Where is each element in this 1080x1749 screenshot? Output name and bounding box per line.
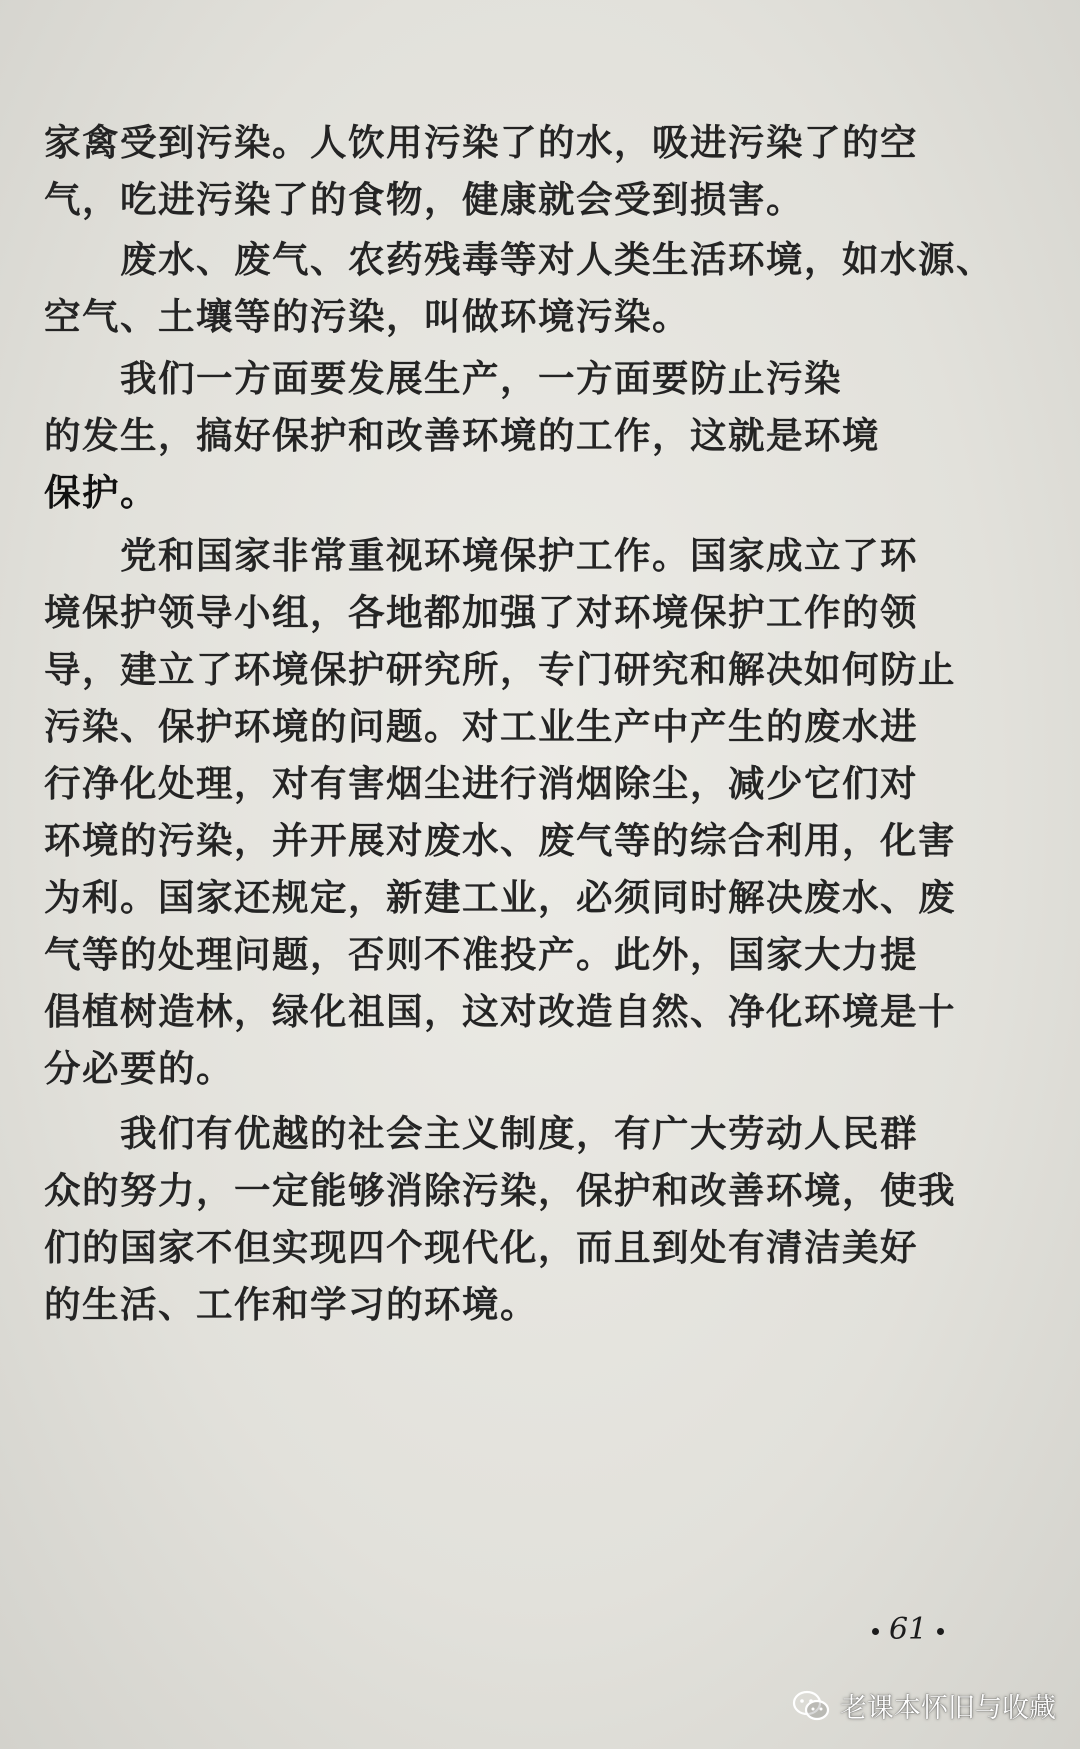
text-line: 导，建立了环境保护研究所，专门研究和解决如何防止 [44,648,956,691]
dot-icon [937,1628,944,1635]
text-line: 我们一方面要发展生产，一方面要防止污染 [44,357,842,400]
text-line: 的发生，搞好保护和改善环境的工作，这就是环境 [44,414,880,457]
watermark-text: 老课本怀旧与收藏 [840,1693,1056,1724]
text-line: 我们有优越的社会主义制度，有广大劳动人民群 [44,1112,918,1155]
watermark [792,1686,1056,1725]
text-line: 的生活、工作和学习的环境。 [44,1283,538,1326]
text-line: 环境的污染，并开展对废水、废气等的综合利用，化害 [44,819,956,862]
text-line: 污染、保护环境的问题。对工业生产中产生的废水进 [44,705,918,748]
text-line: 气，吃进污染了的食物，健康就会受到损害。 [44,178,804,221]
text-line: 分必要的。 [44,1047,234,1090]
text-line: 倡植树造林，绿化祖国，这对改造自然、净化环境是十 [44,990,956,1033]
text-line: 行净化处理，对有害烟尘进行消烟除尘，减少它们对 [44,762,918,805]
text-line: 们的国家不但实现四个现代化，而且到处有清洁美好 [44,1226,918,1269]
text-line: 空气、土壤等的污染，叫做环境污染。 [44,295,690,338]
text-line: 保护。 [44,471,158,514]
text-line: 家禽受到污染。人饮用污染了的水，吸进污染了的空 [44,121,918,164]
text-line: 气等的处理问题，否则不准投产。此外，国家大力提 [44,933,918,976]
text-line: 废水、废气、农药残毒等对人类生活环境，如水源、 [44,238,994,281]
dot-icon [872,1628,879,1635]
text-line: 境保护领导小组，各地都加强了对环境保护工作的领 [44,591,918,634]
text-line: 众的努力，一定能够消除污染，保护和改善环境，使我 [44,1169,956,1212]
text-line: 党和国家非常重视环境保护工作。国家成立了环 [44,534,918,577]
text-line: 为利。国家还规定，新建工业，必须同时解决废水、废 [44,876,956,919]
page-number [862,1612,954,1647]
wechat-icon [792,1690,830,1722]
page-number-text: 61 [889,1612,928,1647]
